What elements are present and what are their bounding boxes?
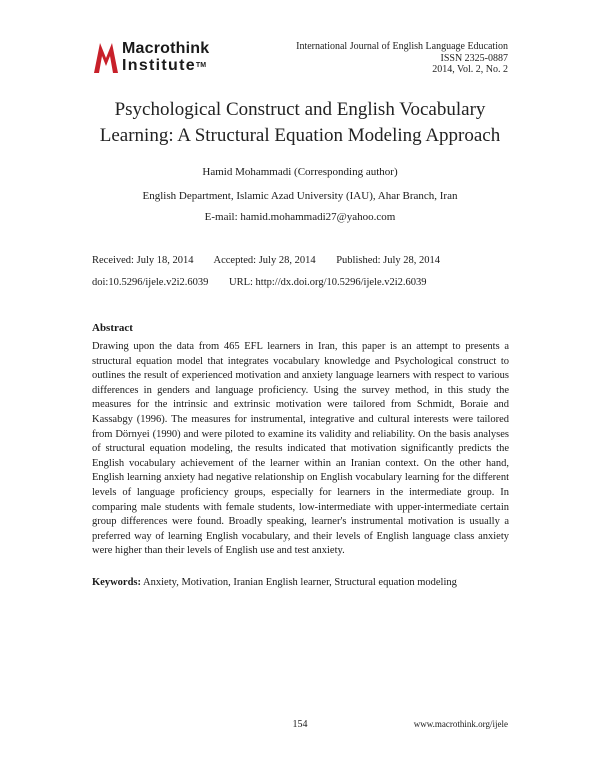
accepted-date: Accepted: July 28, 2014 xyxy=(213,255,316,266)
published-date: Published: July 28, 2014 xyxy=(336,255,441,266)
logo-line2-text: Institute xyxy=(122,57,196,74)
doi-line xyxy=(92,276,445,289)
paper-title-line1: Psychological Construct and English Vocabulary xyxy=(114,99,486,120)
logo-line1: Macrothink xyxy=(122,40,210,57)
logo-wordmark xyxy=(122,40,209,74)
keywords-label: Keywords: xyxy=(92,577,141,588)
journal-issn: ISSN 2325-0887 xyxy=(440,52,508,64)
received-date: Received: July 18, 2014 xyxy=(92,255,194,266)
author-email: E-mail: hamid.mohammadi27@yahoo.com xyxy=(204,211,396,223)
keywords-text: Anxiety, Motivation, Iranian English learner, Structural equation modeling xyxy=(141,577,457,588)
journal-header xyxy=(296,41,508,76)
logo-trademark: TM xyxy=(195,62,207,69)
keywords-line xyxy=(92,577,522,588)
journal-name: International Journal of English Language Education xyxy=(296,41,508,52)
paper-title-line2: Learning: A Structural Equation Modeling Approach xyxy=(99,125,501,146)
macrothink-m-icon xyxy=(92,40,120,74)
publisher-logo xyxy=(92,40,242,78)
paper-title xyxy=(60,97,540,149)
abstract-heading: Abstract xyxy=(92,322,133,334)
abstract-body: Drawing upon the data from 465 EFL learners in Iran, this paper is an attempt to presents a structural equation model that integrates vocabulary knowledge and Psychological construct to outlines the result of experienced motivation and anxiety language learners with respect to various differences in genders and language proficiency. Using the survey method, in this study the measures for the intrinsic and extrinsic motivation were tailored from Schmidt, Boraie and Kassabgy (1996). The measures for instrumental, integrative and cultural interests were tailored from Dörnyei (1990) and were piloted to examine its validity and reliability. On the basis analyses of structural equation modeling, the results indicated that motivation significantly predicts the English vocabulary achievement of the learner within an Iranian context. On the other hand, English learning anxiety had negative relationship on English vocabulary learning for the different levels of language proficiency groups, especially for learners in the intermediate group. In comparing male students with female students, low-intermediate with upper-intermediate certain group differences were found. Broadly speaking, learner's instrumental motivation is usually a preferred way of learning English vocabulary, and their levels of English language class anxiety were higher than their levels of English use and test anxiety. xyxy=(92,341,509,557)
author-name: Hamid Mohammadi (Corresponding author) xyxy=(202,166,398,178)
doi: doi:10.5296/ijele.v2i2.6039 xyxy=(92,277,209,288)
dates-line xyxy=(92,254,458,267)
author-affiliation: English Department, Islamic Azad University (IAU), Ahar Branch, Iran xyxy=(142,190,458,202)
doi-url[interactable]: URL: http://dx.doi.org/10.5296/ijele.v2i2.6039 xyxy=(229,277,427,288)
journal-volume: 2014, Vol. 2, No. 2 xyxy=(432,64,508,75)
logo-line2 xyxy=(122,57,209,74)
footer-website[interactable]: www.macrothink.org/ijele xyxy=(413,719,508,729)
page-number: 154 xyxy=(292,719,308,730)
